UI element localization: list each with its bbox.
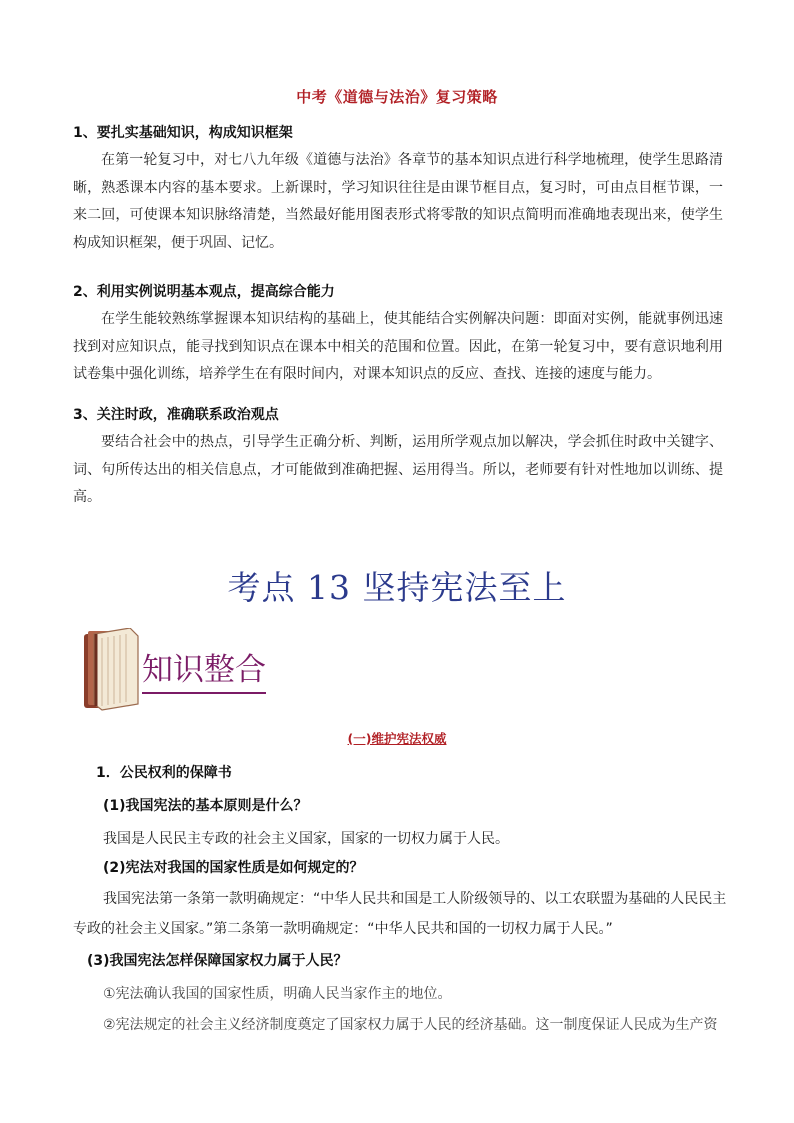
knowledge-banner-label: 知识整合 xyxy=(142,650,266,694)
document-title: 中考《道德与法治》复习策略 xyxy=(296,88,498,106)
item-1-heading: 1．公民权利的保障书 xyxy=(96,765,232,781)
answer-2-line-1: 我国宪法第一条第一款明确规定：“中华人民共和国是工人阶级领导的、以工农联盟为基础的人民民主 xyxy=(103,891,727,907)
section-heading-3: 3、关注时政，准确联系政治观点 xyxy=(73,407,279,423)
answer-1: 我国是人民民主专政的社会主义国家，国家的一切权力属于人民。 xyxy=(103,831,509,847)
question-1: (1)我国宪法的基本原则是什么？ xyxy=(103,798,308,814)
answer-2-line-2: 专政的社会主义国家。”第二条第一款明确规定：“中华人民共和国的一切权力属于人民。” xyxy=(73,921,613,937)
section-body-3: 要结合社会中的热点，引导学生正确分析、判断，运用所学观点加以解决，学会抓住时政中关键字、词、句所传达出的相关信息点，才可能做到准确把握、运用得当。所以，老师要有针对性地加以训练、提高。 xyxy=(73,434,723,505)
subsection-title: (一)维护宪法权威 xyxy=(347,731,447,746)
answer-3-point-2: ②宪法规定的社会主义经济制度奠定了国家权力属于人民的经济基础。这一制度保证人民成为生产资 xyxy=(103,1017,718,1033)
book-icon xyxy=(82,628,140,712)
section-body-2: 在学生能较熟练掌握课本知识结构的基础上，使其能结合实例解决问题：即面对实例，能就事例迅速找到对应知识点，能寻找到知识点在课本中相关的范围和位置。因此，在第一轮复习中，要有意识地利用试卷集中强化训练，培养学生在有限时间内，对课本知识点的反应、查找、连接的速度与能力。 xyxy=(73,311,723,382)
section-heading-2: 2、利用实例说明基本观点，提高综合能力 xyxy=(73,284,335,300)
section-body-1: 在第一轮复习中，对七八九年级《道德与法治》各章节的基本知识点进行科学地梳理，使学生思路清晰，熟悉课本内容的基本要求。上新课时，学习知识往往是由课节框目点，复习时，可由点目框节课，一来二回，可使课本知识脉络清楚，当然最好能用图表形式将零散的知识点简明而准确地表现出来，使学生构成知识框架，便于巩固、记忆。 xyxy=(73,152,723,251)
answer-3-point-1: ①宪法确认我国的国家性质，明确人民当家作主的地位。 xyxy=(103,986,452,1002)
topic-title: 考点 13 坚持宪法至上 xyxy=(227,568,567,607)
section-heading-1: 1、要扎实基础知识，构成知识框架 xyxy=(73,125,293,141)
question-3: (3)我国宪法怎样保障国家权力属于人民？ xyxy=(87,953,348,969)
question-2: (2)宪法对我国的国家性质是如何规定的？ xyxy=(103,860,364,876)
